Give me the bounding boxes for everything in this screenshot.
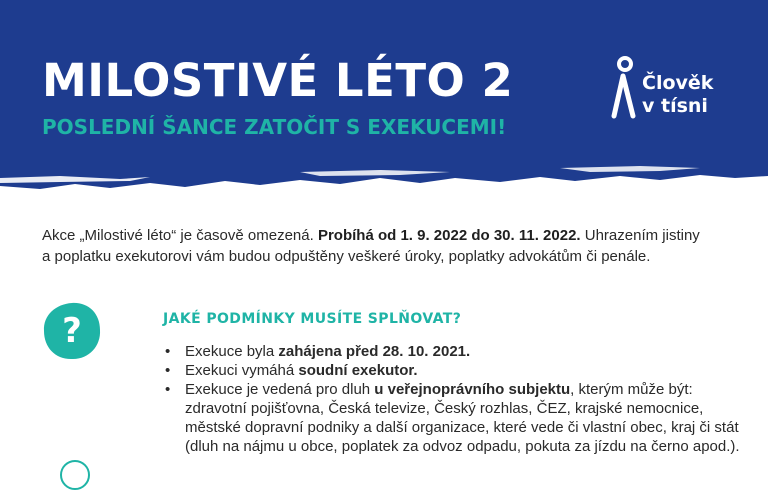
- list-item: • Exekuci vymáhá soudní exekutor.: [165, 362, 418, 379]
- intro-text-1: Akce „Milostivé léto“ je časově omezená.: [42, 227, 318, 244]
- list-item: • Exekuce je vedená pro dluh u veřejnoprávního subjektu, kterým může být: zdravotní pojišťovna, Česká televize, Český rozhlas, ČEZ, krajské nemocnice, městské dopravní podniky a další organizace, které vede či vlastní obec, kraj či stát (dluh na nájmu u obce, poplatek za odvoz odpadu, pokuta za jízdu na černo apod.).: [165, 381, 740, 455]
- logo-line-2: v tísni: [642, 95, 708, 117]
- conditions-list: [163, 342, 753, 456]
- next-section-icon: [60, 460, 90, 490]
- logo-line-1: Člověk: [642, 72, 714, 94]
- continuation-line: městské dopravní podniky a další organizace, které vede či vlastní obec, kraj či stát: [185, 419, 739, 436]
- logo-text: [642, 72, 713, 118]
- organization-logo: [608, 56, 738, 126]
- question-mark-icon: [41, 300, 103, 367]
- section-heading: JAKÉ PODMÍNKY MUSÍTE SPLŇOVAT?: [163, 311, 462, 327]
- svg-text:?: ?: [62, 311, 82, 351]
- intro-text-3: a poplatku exekutorovi vám budou odpuštěny veškeré úroky, poplatky advokátům či penále.: [42, 248, 651, 265]
- continuation-line: zdravotní pojišťovna, Česká televize, Český rozhlas, ČEZ, krajské nemocnice,: [185, 400, 704, 417]
- list-item: • Exekuce byla zahájena před 28. 10. 2021.: [165, 343, 471, 360]
- page-title: MILOSTIVÉ LÉTO 2: [42, 54, 514, 107]
- bullet-icon: •: [165, 343, 171, 360]
- person-figure-icon: [608, 56, 638, 120]
- page-subtitle: POSLEDNÍ ŠANCE ZATOČIT S EXEKUCEMI!: [42, 115, 507, 139]
- intro-dates: Probíhá od 1. 9. 2022 do 30. 11. 2022.: [317, 227, 581, 244]
- intro-text-2: Uhrazením jistiny: [580, 227, 700, 244]
- header-banner: [0, 0, 768, 196]
- bullet-icon: •: [165, 381, 171, 398]
- intro-paragraph: [42, 225, 742, 267]
- continuation-line: (dluh na nájmu u obce, poplatek za odvoz odpadu, pokuta za jízdu na černo apod.).: [185, 438, 740, 455]
- bullet-icon: •: [165, 362, 171, 379]
